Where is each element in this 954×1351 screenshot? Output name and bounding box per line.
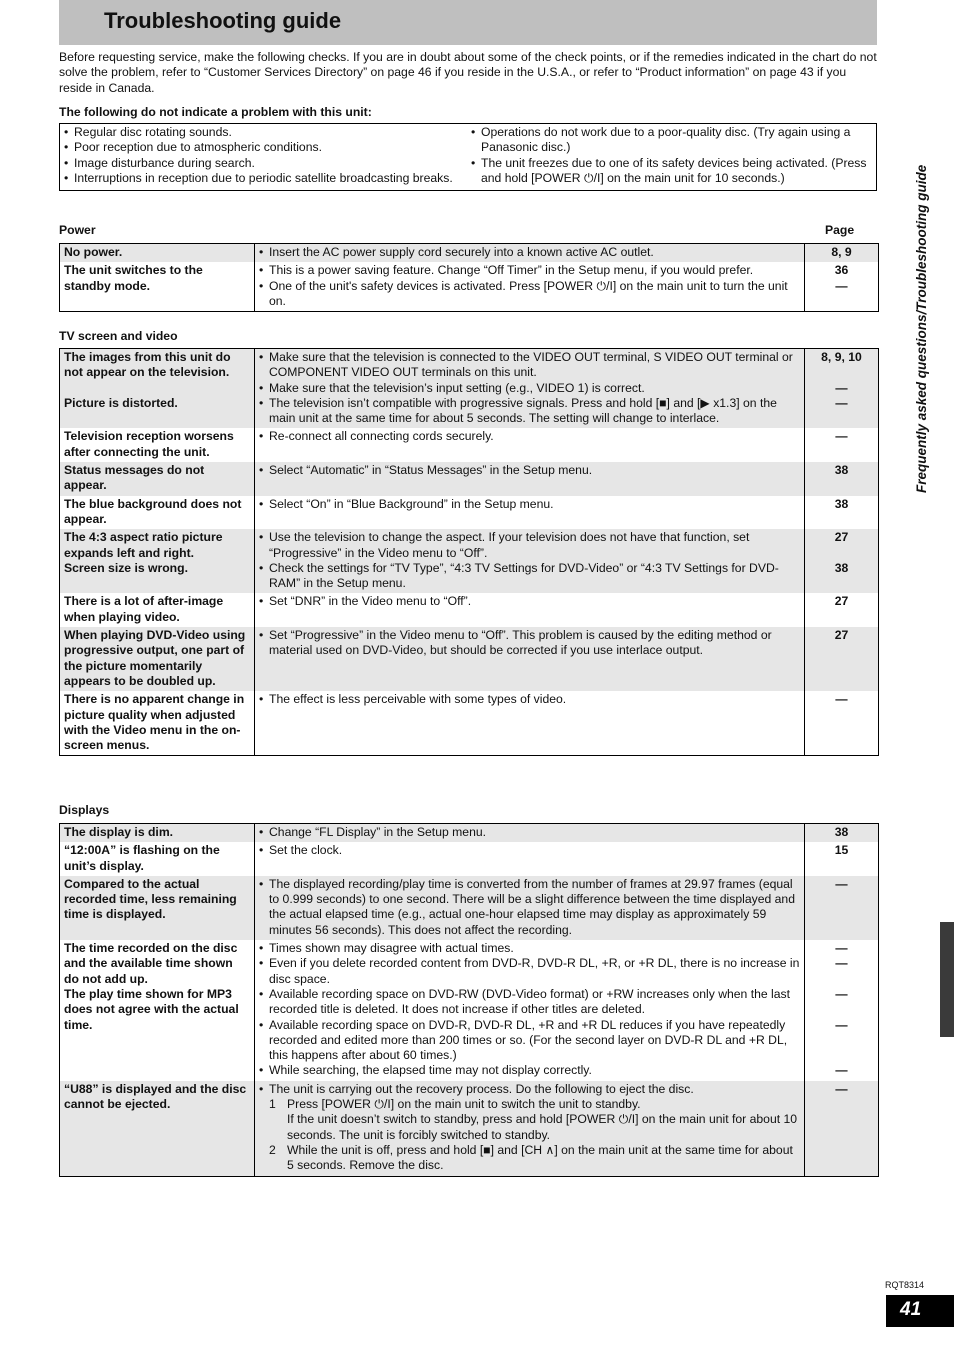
- title-bar: [59, 0, 877, 45]
- solution-cell: • Set “DNR” in the Video menu to “Off”.: [255, 593, 805, 627]
- problem-cell: The unit switches to the standby mode.: [60, 262, 255, 311]
- table-row: [60, 593, 879, 627]
- power-table: [59, 243, 879, 312]
- table-row: [60, 691, 879, 756]
- section-label-power: Power: [59, 223, 96, 237]
- page-cell: 15: [805, 842, 879, 876]
- problem-cell: “12:00A” is flashing on the unit’s display.: [60, 842, 255, 876]
- solution-cell: • Select “Automatic” in “Status Messages” in the Setup menu.: [255, 462, 805, 496]
- table-row: [60, 496, 879, 530]
- page-cell: 27: [805, 593, 879, 627]
- page-title: Troubleshooting guide: [104, 8, 342, 33]
- problem-cell: There is no apparent change in picture quality when adjusted with the Video menu in the on-screen menus.: [60, 691, 255, 756]
- no-problem-item: • Regular disc rotating sounds.: [64, 125, 465, 140]
- page-cell: 38: [805, 824, 879, 843]
- solution-cell: • Set “Progressive” in the Video menu to “Off”. This problem is caused by the editing method or material used on DVD-Video, but should be corrected if you use interlace output.: [255, 627, 805, 691]
- table-row: [60, 1081, 879, 1176]
- table-row: [60, 529, 879, 593]
- problem-cell: Status messages do not appear.: [60, 462, 255, 496]
- problem-cell: Television reception worsens after connecting the unit.: [60, 428, 255, 462]
- problem-cell: The blue background does not appear.: [60, 496, 255, 530]
- table-row: [60, 244, 879, 263]
- step-item: 1 Press [POWER ⏻/I] on the main unit to switch the unit to standby. If the unit doesn’t switch to standby, press and hold [POWER ⏻/I] on the main unit for about 10 seconds. The unit is forcibly switched to standby.: [269, 1097, 798, 1142]
- page-cell: 8, 9: [805, 244, 879, 263]
- no-problem-item: • Interruptions in reception due to periodic satellite broadcasting breaks.: [64, 171, 465, 186]
- solution-cell: • The unit is carrying out the recovery process. Do the following to eject the disc. 1 Press [POWER ⏻/I] on the main unit to switch the unit to standby. If the unit doesn’t switch to standby, press and hold [POWER ⏻/I] on the main unit for about 10 seconds. The unit is forcibly switched to standby. 2 While the unit is off, press and hold [■] and [CH ∧] on the main unit at the same time for about 5 seconds. Remove the disc.: [255, 1081, 805, 1176]
- no-problem-right-column: [465, 125, 872, 186]
- problem-cell: “U88” is displayed and the disc cannot be ejected.: [60, 1081, 255, 1176]
- table-row: [60, 462, 879, 496]
- table-row: [60, 876, 879, 940]
- page-cell: 27 38: [805, 529, 879, 593]
- problem-cell: Compared to the actual recorded time, less remaining time is displayed.: [60, 876, 255, 940]
- table-row: [60, 262, 879, 311]
- no-problem-item: • Poor reception due to atmospheric conditions.: [64, 140, 465, 155]
- table-row: [60, 627, 879, 691]
- page-cell: —: [805, 428, 879, 462]
- displays-table: [59, 823, 879, 1177]
- page-cell: —: [805, 1081, 879, 1176]
- section-label-displays: Displays: [59, 803, 110, 817]
- no-problem-item: • The unit freezes due to one of its safety devices being activated. (Press and hold [POWER ⏻/I] on the main unit for 10 seconds.): [471, 156, 872, 187]
- problem-cell: The 4:3 aspect ratio picture expands left and right. Screen size is wrong.: [60, 529, 255, 593]
- solution-cell: • Change “FL Display” in the Setup menu.: [255, 824, 805, 843]
- solution-cell: • The effect is less perceivable with some types of video.: [255, 691, 805, 756]
- solution-cell: • The displayed recording/play time is converted from the number of frames at 29.97 frames (equal to 0.999 seconds) to one second. There will be a slight difference between the time displayed and the actual elapsed time (e.g., actual one-hour elapsed time may display as approximately 59 minutes 56 seconds). This does not affect the recording.: [255, 876, 805, 940]
- table-row: [60, 824, 879, 843]
- side-thumb-tab: [940, 922, 954, 1037]
- problem-cell: The images from this unit do not appear on the television. Picture is distorted.: [60, 349, 255, 429]
- problem-cell: There is a lot of after-image when playing video.: [60, 593, 255, 627]
- document-code: RQT8314: [885, 1280, 925, 1290]
- problem-cell: The display is dim.: [60, 824, 255, 843]
- problem-cell: When playing DVD-Video using progressive output, one part of the picture momentarily appears to be doubled up.: [60, 627, 255, 691]
- solution-cell: • Insert the AC power supply cord securely into a known active AC outlet.: [255, 244, 805, 263]
- page-cell: 8, 9, 10 — —: [805, 349, 879, 429]
- table-row: [60, 842, 879, 876]
- table-row: [60, 940, 879, 1081]
- page-cell: —: [805, 876, 879, 940]
- page-cell: 38: [805, 462, 879, 496]
- table-row: [60, 428, 879, 462]
- page-cell: — — — — —: [805, 940, 879, 1081]
- section-label-tv: TV screen and video: [59, 329, 178, 343]
- page-cell: 27: [805, 627, 879, 691]
- no-problem-left-column: [64, 125, 465, 186]
- problem-cell: No power.: [60, 244, 255, 263]
- no-problem-item: • Operations do not work due to a poor-quality disc. (Try again using a Panasonic disc.): [471, 125, 872, 156]
- problem-cell: The time recorded on the disc and the available time shown do not add up. The play time shown for MP3 does not agree with the actual time.: [60, 940, 255, 1081]
- solution-cell: • Re-connect all connecting cords securely.: [255, 428, 805, 462]
- solution-cell: • Times shown may disagree with actual times. • Even if you delete recorded content from DVD-R, DVD-R DL, +R, or +R DL, there is no increase in disc space. • Available recording space on DVD-RW (DVD-Video format) or +RW increases only when the last recorded title is deleted. It does not increase if other titles are deleted. • Available recording space on DVD-R, DVD-R DL, +R and +R DL reduces if you have repeatedly recorded and edited more than 200 times or so. (For the second layer on DVD-R DL and +R DL, this happens after about 60 times.) • While searching, the elapsed time may not display correctly.: [255, 940, 805, 1081]
- page-number: 41: [886, 1295, 954, 1327]
- solution-cell: • Set the clock.: [255, 842, 805, 876]
- solution-cell: • This is a power saving feature. Change “Off Timer” in the Setup menu, if you would prefer. • One of the unit's safety devices is activated. Press [POWER ⏻/I] on the main unit to turn the unit on.: [255, 262, 805, 311]
- page-cell: 36 —: [805, 262, 879, 311]
- solution-cell: • Use the television to change the aspect. If your television does not have that function, set “Progressive” in the Video menu to “Off”. • Check the settings for “TV Type”, “4:3 TV Settings for DVD-Video” or “4:3 TV Settings for DVD-RAM” in the Setup menu.: [255, 529, 805, 593]
- intro-paragraph: Before requesting service, make the following checks. If you are in doubt about some of the check points, or if the remedies indicated in the chart do not solve the problem, refer to “Customer Services Directory” on page 46 if you reside in the U.S.A., or refer to “Product information” on page 43 if you reside in Canada.: [59, 50, 877, 95]
- solution-cell: • Make sure that the television is connected to the VIDEO OUT terminal, S VIDEO OUT terminal or COMPONENT VIDEO OUT terminals on this unit. • Make sure that the television’s input setting (e.g., VIDEO 1) is correct. • The television isn’t compatible with progressive signals. Press and hold [■] and [▶ x1.3] on the main unit at the same time for about 5 seconds. The setting will change to interlace.: [255, 349, 805, 429]
- page-cell: 38: [805, 496, 879, 530]
- table-row: [60, 349, 879, 429]
- page-column-header: Page: [825, 223, 855, 237]
- page-cell: —: [805, 691, 879, 756]
- no-problem-heading: The following do not indicate a problem with this unit:: [59, 105, 372, 119]
- step-item: 2 While the unit is off, press and hold [■] and [CH ∧] on the main unit at the same time for about 5 seconds. Remove the disc.: [269, 1142, 793, 1173]
- solution-cell: • Select “On” in “Blue Background” in the Setup menu.: [255, 496, 805, 530]
- tv-table: [59, 348, 879, 756]
- no-problem-item: • Image disturbance during search.: [64, 156, 465, 171]
- no-problem-box: [59, 123, 877, 191]
